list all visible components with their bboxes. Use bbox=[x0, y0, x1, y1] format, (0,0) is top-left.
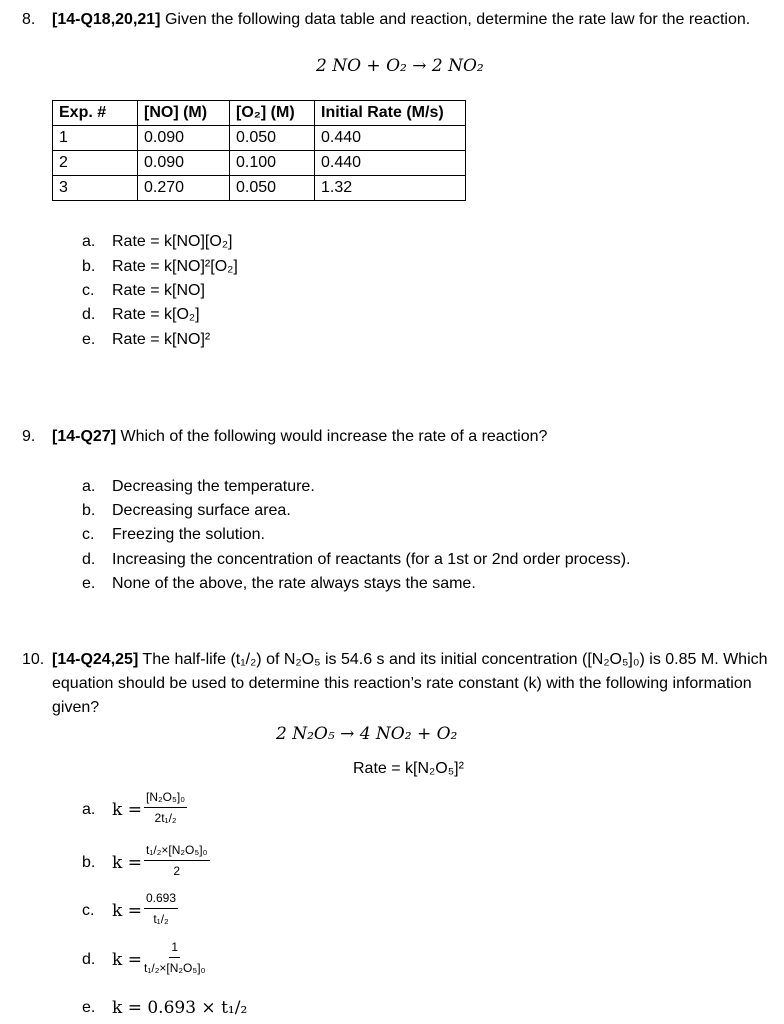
option-letter: d. bbox=[82, 951, 96, 968]
table-header: [NO] (M) bbox=[138, 101, 230, 126]
question-tag: [14-Q24,25] bbox=[52, 651, 139, 668]
option-text: None of the above, the rate always stays the same. bbox=[112, 575, 476, 592]
table-cell: 0.440 bbox=[315, 151, 466, 176]
option-text: Freezing the solution. bbox=[112, 526, 265, 543]
option-text: Decreasing the temperature. bbox=[112, 478, 315, 495]
equation-lhs: k = bbox=[112, 901, 142, 921]
answer-option[interactable] bbox=[82, 475, 315, 499]
answer-option[interactable] bbox=[82, 798, 112, 822]
table-header: [O₂] (M) bbox=[230, 101, 315, 126]
option-letter: c. bbox=[82, 902, 95, 919]
question-body: Given the following data table and reaction, determine the rate law for the reaction. bbox=[160, 11, 751, 28]
fraction-denominator: 2t₁/₂ bbox=[154, 811, 177, 825]
answer-option[interactable] bbox=[82, 303, 200, 327]
table-cell: 0.090 bbox=[138, 151, 230, 176]
option-letter: a. bbox=[82, 478, 96, 495]
question-tag: [14-Q18,20,21] bbox=[52, 11, 161, 28]
option-letter: b. bbox=[82, 502, 96, 519]
table-cell: 1.32 bbox=[315, 176, 466, 201]
table-cell: 0.270 bbox=[138, 176, 230, 201]
rate-law: Rate = k[N₂O₅]² bbox=[353, 760, 464, 777]
question-text bbox=[52, 425, 772, 449]
question-10-header bbox=[22, 648, 772, 716]
answer-option[interactable] bbox=[82, 230, 232, 254]
option-letter: b. bbox=[82, 258, 96, 275]
option-text: Rate = k[O₂] bbox=[112, 306, 200, 323]
table-cell: 0.050 bbox=[230, 126, 315, 151]
fraction bbox=[144, 891, 178, 926]
answer-option[interactable] bbox=[82, 851, 112, 875]
table-cell: 0.090 bbox=[138, 126, 230, 151]
fraction-denominator: t₁/₂×[N₂O₅]₀ bbox=[144, 961, 206, 975]
question-text bbox=[52, 8, 772, 32]
fraction-denominator: t₁/₂ bbox=[153, 912, 169, 926]
question-number: 9. bbox=[22, 428, 36, 445]
fraction-numerator: [N₂O₅]₀ bbox=[144, 790, 187, 808]
option-letter: e. bbox=[82, 999, 96, 1016]
data-table bbox=[52, 100, 466, 201]
fraction-numerator: 1 bbox=[169, 940, 180, 958]
option-letter: c. bbox=[82, 282, 95, 299]
table-row bbox=[53, 176, 466, 201]
answer-option[interactable] bbox=[82, 548, 631, 572]
question-8-header bbox=[22, 8, 772, 32]
answer-option[interactable] bbox=[82, 948, 112, 972]
question-body: The half-life (t₁/₂) of N₂O₅ is 54.6 s and its initial concentration ([N₂O₅]₀) is 0.85 M. Which equation should be used to determine this reaction’s rate constant (k) with the following information given? bbox=[52, 651, 768, 716]
option-letter: e. bbox=[82, 331, 96, 348]
option-letter: a. bbox=[82, 801, 96, 818]
answer-option[interactable] bbox=[82, 255, 238, 279]
option-text: Rate = k[NO]² bbox=[112, 331, 211, 348]
option-text: Increasing the concentration of reactants (for a 1st or 2nd order process). bbox=[112, 551, 631, 568]
option-text: Decreasing surface area. bbox=[112, 502, 291, 519]
table-cell: 0.440 bbox=[315, 126, 466, 151]
table-cell: 2 bbox=[53, 151, 138, 176]
question-number: 10. bbox=[22, 651, 45, 668]
question-tag: [14-Q27] bbox=[52, 428, 117, 445]
table-cell: 3 bbox=[53, 176, 138, 201]
reaction-equation: 2 N₂O₅ → 4 NO₂ + O₂ bbox=[276, 724, 458, 744]
answer-option[interactable] bbox=[82, 572, 476, 596]
equation-text: k = 0.693 × t₁/₂ bbox=[112, 998, 248, 1018]
table-row bbox=[53, 126, 466, 151]
table-cell: 0.100 bbox=[230, 151, 315, 176]
option-letter: e. bbox=[82, 575, 96, 592]
answer-option[interactable] bbox=[82, 523, 265, 547]
reaction-equation: 2 NO + O₂ → 2 NO₂ bbox=[316, 56, 484, 76]
question-body: Which of the following would increase the rate of a reaction? bbox=[116, 428, 548, 445]
table-header-row bbox=[53, 101, 466, 126]
equation-lhs: k = bbox=[112, 950, 142, 970]
question-number: 8. bbox=[22, 11, 36, 28]
answer-option[interactable] bbox=[82, 499, 291, 523]
table-header: Initial Rate (M/s) bbox=[315, 101, 466, 126]
answer-option[interactable] bbox=[82, 996, 112, 1020]
option-text: Rate = k[NO][O₂] bbox=[112, 233, 233, 250]
fraction-numerator: t₁/₂×[N₂O₅]₀ bbox=[144, 843, 210, 861]
answer-option[interactable] bbox=[82, 328, 210, 352]
table-cell: 0.050 bbox=[230, 176, 315, 201]
option-text: Rate = k[NO]²[O₂] bbox=[112, 258, 238, 275]
fraction-numerator: 0.693 bbox=[144, 891, 178, 909]
option-letter: b. bbox=[82, 854, 96, 871]
fraction bbox=[144, 790, 187, 825]
option-letter: d. bbox=[82, 306, 96, 323]
fraction bbox=[144, 843, 210, 878]
option-text: Rate = k[NO] bbox=[112, 282, 205, 299]
fraction bbox=[144, 940, 206, 975]
table-row bbox=[53, 151, 466, 176]
option-letter: a. bbox=[82, 233, 96, 250]
answer-option[interactable] bbox=[82, 899, 112, 923]
equation-lhs: k = bbox=[112, 853, 142, 873]
answer-option[interactable] bbox=[82, 279, 205, 303]
question-9-header bbox=[22, 425, 772, 449]
fraction-denominator: 2 bbox=[173, 864, 181, 878]
table-cell: 1 bbox=[53, 126, 138, 151]
table-header: Exp. # bbox=[53, 101, 138, 126]
option-letter: c. bbox=[82, 526, 95, 543]
option-letter: d. bbox=[82, 551, 96, 568]
equation-lhs: k = bbox=[112, 800, 142, 820]
question-text bbox=[52, 648, 772, 720]
